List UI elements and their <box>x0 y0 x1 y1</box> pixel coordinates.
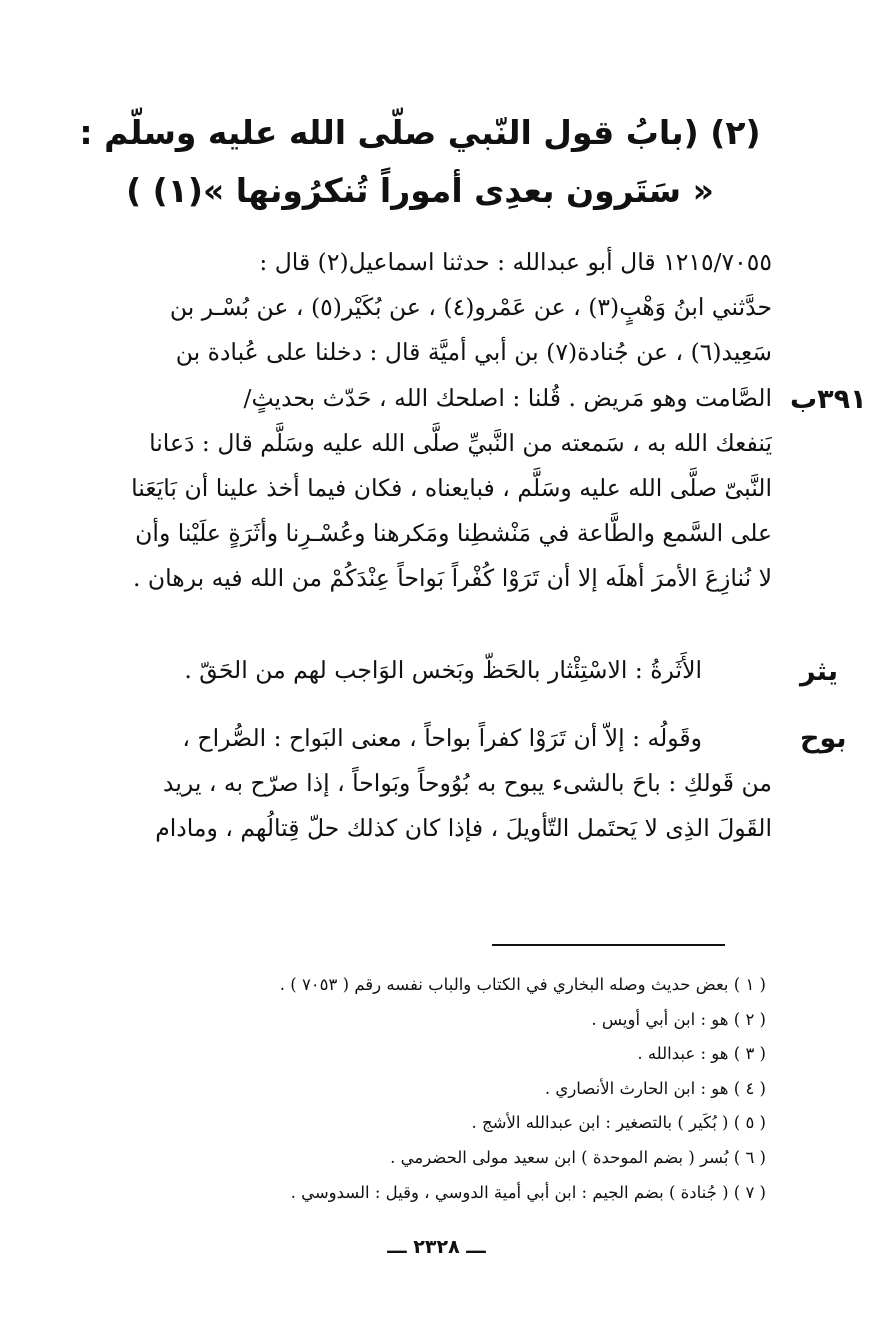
hadith-text <box>98 240 772 602</box>
page-number: ـــ ٢٣٢٨ ـــ <box>387 1236 486 1258</box>
footnote-item: ( ٢ ) هو : ابن أبي أويس . <box>591 1009 766 1029</box>
footnote-item: ( ١ ) بعض حديث وصله البخاري في الكتاب والباب نفسه رقم ( ٧٠٥٣ ) . <box>279 975 766 994</box>
footnote-item: ( ٣ ) هو : عبدالله . <box>637 1044 766 1064</box>
footnotes <box>80 968 766 1210</box>
hadith-line: سَعِيد(٦) ، عن جُنادة(٧) بن أبي أميَّة قال : دخلنا على عُبادة بن <box>175 338 772 367</box>
hadith-line: على السَّمع والطَّاعة في مَنْشطِنا ومَكرهنا وعُسْـرِنا وأثَرَةٍ علَيْنا وأن <box>135 519 772 548</box>
definition-line: القَولَ الذِى لا يَحتَمل التّأويلَ ، فإذا كان كذلك حلّ قِتالُهم ، ومادام <box>155 814 772 842</box>
definition-bawah <box>98 716 772 851</box>
hadith-line: الصَّامت وهو مَريض . قُلنا : اصلحك الله ، حَدّث بحديثٍ/ <box>243 383 772 412</box>
footnote-divider <box>492 944 725 946</box>
folio-marker: ٣٩١ب <box>790 384 867 415</box>
definition-line: وقَولُه : إلاّ أن تَرَوْا كفراً بواحاً ، معنى البَواح : الصُّراح ، <box>182 724 702 752</box>
footnote-item: ( ٦ ) بُسر ( بضم الموحدة ) ابن سعيد مولى الحضرمي . <box>390 1147 766 1167</box>
definition-line: من قَولكِ : باحَ بالشىء يبوح به بُوُوحاً وبَواحاً ، إذا صرّح به ، يريد <box>163 769 772 797</box>
chapter-title-line-1: (٢) (بابُ قول النّبي صلّى الله عليه وسلّم : <box>79 113 761 152</box>
hadith-line: النَّبىّ صلَّى الله عليه وسَلَّم ، فبايعناه ، فكان فيما أخذ علينا أن بَايَعَنا <box>131 474 772 503</box>
definition-athara <box>98 648 772 693</box>
hadith-line: يَنفعك الله به ، سَمعته من النَّبيِّ صلَّى الله عليه وسَلَّم قال : دَعانا <box>149 428 772 457</box>
hadith-line: لا نُنازِعَ الأمرَ أهلَه إلا أن تَرَوْا كُفْراً بَواحاً عِنْدَكُمْ من الله فيه برهان . <box>132 564 772 593</box>
definition-athara-text: الأَثَرةُ : الاسْتِئْثار بالحَظّ وبَخس الوَاجب لهم من الحَقّ . <box>184 656 702 684</box>
hadith-line: حدَّثني ابنُ وَهْبٍ(٣) ، عن عَمْرو(٤) ، عن بُكَيْر(٥) ، عن بُسْـر بن <box>169 293 772 322</box>
chapter-title-line-2: « سَتَرون بعدِى أموراً تُنكرُونها »(١) ) <box>126 171 714 210</box>
footnote-item: ( ٧ ) ( جُنادة ) بضم الجيم : ابن أبي أمية الدوسي ، وقيل : السدوسي . <box>290 1182 766 1202</box>
chapter-title <box>70 104 770 220</box>
footnote-item: ( ٥ ) ( بُكَير ) بالتصغير : ابن عبدالله الأشج . <box>471 1113 766 1133</box>
hadith-line: ١٢١٥/٧٠٥٥ قال أبو عبدالله : حدثنا اسماعيل(٢) قال : <box>259 248 772 276</box>
margin-keyword-bawah: بوح <box>800 723 847 754</box>
footnote-item: ( ٤ ) هو : ابن الحارث الأنصاري . <box>544 1078 766 1098</box>
margin-keyword-athara: يثر <box>800 656 838 687</box>
